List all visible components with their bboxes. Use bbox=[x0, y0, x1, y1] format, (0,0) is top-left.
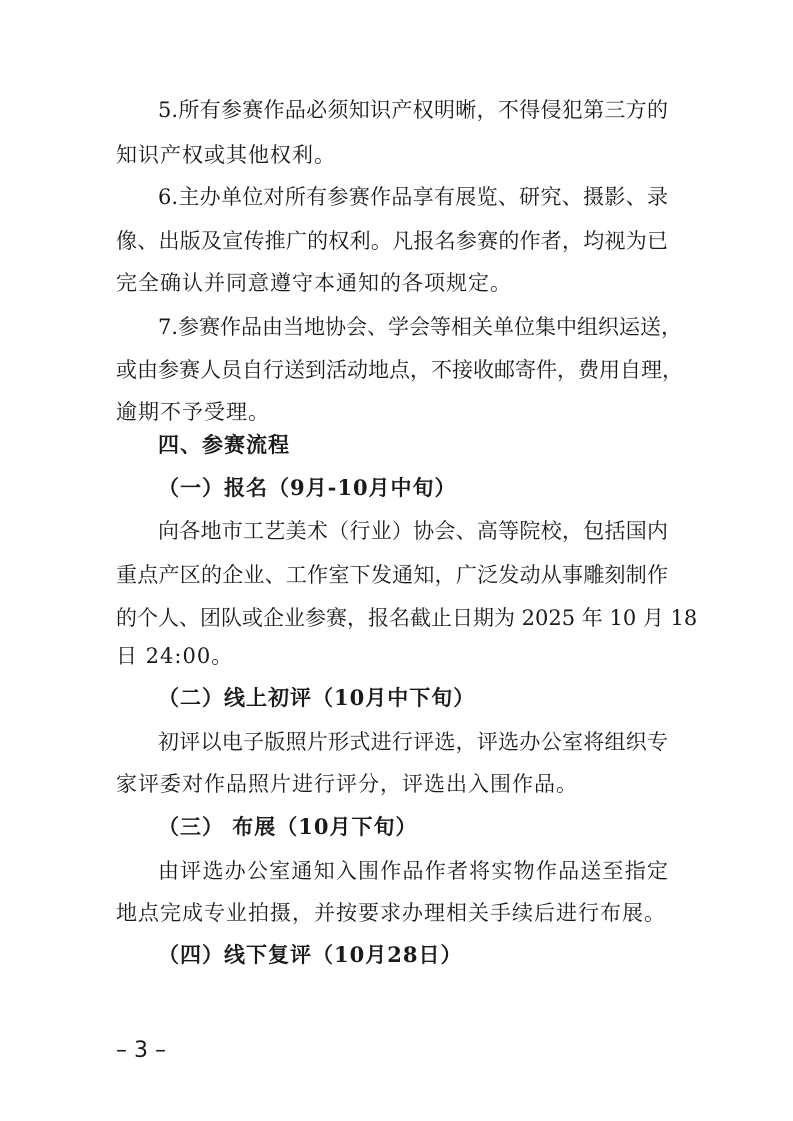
sub1-line4: 日 24:00。 bbox=[116, 644, 234, 668]
sub3-line1: 由评选办公室通知入围作品作者将实物作品送至指定 bbox=[158, 859, 668, 883]
item7-line2: 或由参赛人员自行送到活动地点，不接收邮寄件，费用自理， bbox=[116, 358, 683, 382]
sub1-line3: 的个人、团队或企业参赛，报名截止日期为 2025 年 10 月 18 bbox=[116, 606, 698, 630]
sub2-heading: （二）线上初评（10月中下旬） bbox=[158, 685, 476, 710]
item6-line2: 像、出版及宣传推广的权利。凡报名参赛的作者，均视为已 bbox=[116, 229, 668, 253]
sub3-heading: （三） 布展（10月下旬） bbox=[158, 814, 418, 839]
sub2-line1: 初评以电子版照片形式进行评选，评选办公室将组织专 bbox=[158, 730, 668, 754]
sub3-line2: 地点完成专业拍摄，并按要求办理相关手续后进行布展。 bbox=[116, 901, 666, 925]
sub1-line1: 向各地市工艺美术（行业）协会、高等院校，包括国内 bbox=[158, 519, 668, 543]
item5-line2: 知识产权或其他权利。 bbox=[116, 143, 336, 167]
sub2-line2: 家评委对作品照片进行评分，评选出入围作品。 bbox=[116, 772, 578, 796]
sub4-heading: （四）线下复评（10月28日） bbox=[158, 942, 463, 967]
page-number: – 3 – bbox=[116, 1038, 166, 1063]
item6-line1: 6.主办单位对所有参赛作品享有展览、研究、摄影、录 bbox=[158, 185, 668, 209]
item7-line3: 逾期不予受理。 bbox=[116, 400, 270, 424]
item5-line1: 5.所有参赛作品必须知识产权明晰，不得侵犯第三方的 bbox=[158, 98, 668, 122]
item7-line1: 7.参赛作品由当地协会、学会等相关单位集中组织运送， bbox=[158, 315, 683, 339]
item6-line3: 完全确认并同意遵守本通知的各项规定。 bbox=[116, 271, 512, 295]
sub1-line2: 重点产区的企业、工作室下发通知，广泛发动从事雕刻制作 bbox=[116, 563, 668, 587]
sub1-heading: （一）报名（9月-10月中旬） bbox=[158, 475, 457, 500]
section-heading: 四、参赛流程 bbox=[158, 432, 290, 457]
